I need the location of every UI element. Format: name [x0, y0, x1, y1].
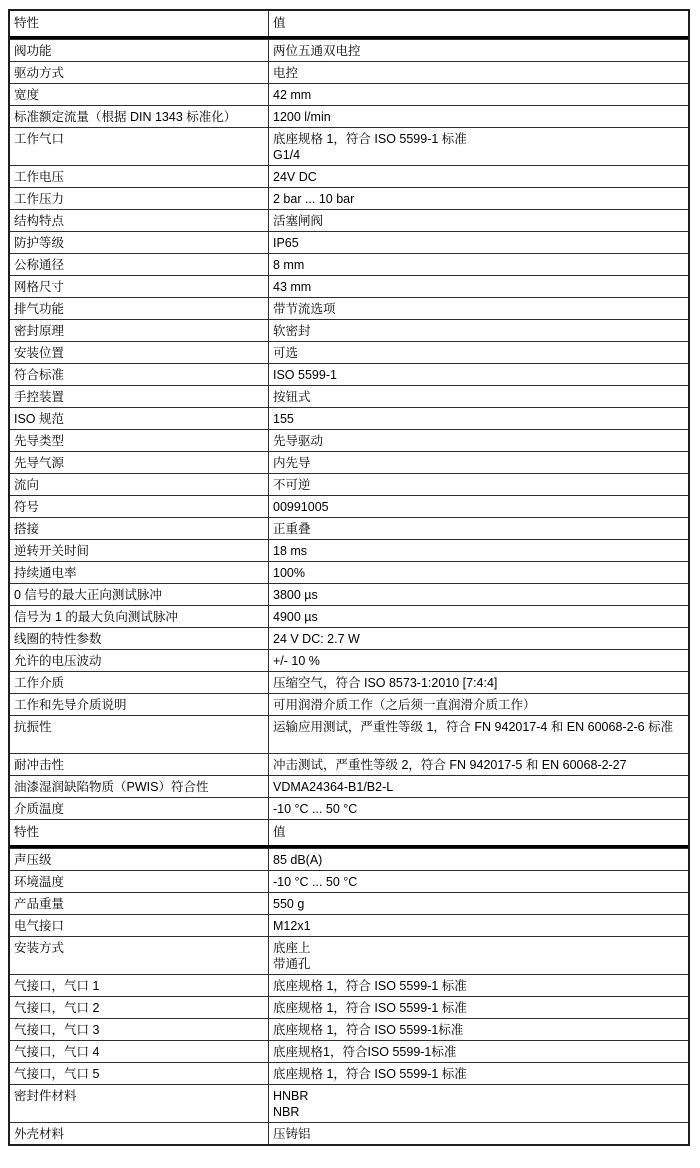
spec-value-cell: [268, 694, 688, 715]
spec-value-line: 软密封: [273, 324, 311, 338]
spec-label-cell: [10, 937, 268, 974]
table-row: [10, 1040, 688, 1062]
spec-value-line: 43 mm: [273, 280, 312, 294]
spec-label: 公称通径: [14, 258, 65, 272]
spec-label-cell: [10, 210, 268, 231]
spec-label: 持续通电率: [14, 566, 77, 580]
spec-value-cell: [268, 776, 688, 797]
spec-value-cell: [268, 893, 688, 914]
spec-value-cell: [268, 188, 688, 209]
spec-label-cell: [10, 166, 268, 187]
table-row: [10, 715, 688, 753]
spec-value-line: 底座规格 1，符合 ISO 5599-1 标准: [273, 979, 467, 993]
table-row: [10, 341, 688, 363]
spec-label-cell: [10, 276, 268, 297]
spec-label-cell: [10, 716, 268, 753]
table-row: [10, 231, 688, 253]
spec-label: 气接口，气口 1: [14, 979, 100, 993]
spec-label: 符合标准: [14, 368, 65, 382]
spec-label: 声压级: [14, 853, 52, 867]
header-value-label: 值: [273, 16, 286, 30]
table-row: [10, 429, 688, 451]
spec-value-line: 底座规格 1，符合 ISO 5599-1标准: [273, 1023, 464, 1037]
table-row: [10, 996, 688, 1018]
spec-value-line: IP65: [273, 236, 299, 250]
spec-value-line: 先导驱动: [273, 434, 324, 448]
spec-label: 安装方式: [14, 941, 65, 955]
spec-label: 工作气口: [14, 132, 65, 146]
spec-value-line: 100%: [273, 566, 305, 580]
spec-value-line: VDMA24364-B1/B2-L: [273, 780, 394, 794]
spec-label-cell: [10, 62, 268, 83]
spec-label: 气接口，气口 3: [14, 1023, 100, 1037]
spec-value-cell: [268, 716, 688, 753]
spec-value-cell: [268, 628, 688, 649]
table-row: [10, 693, 688, 715]
table-row: [10, 797, 688, 819]
spec-value-line: 底座规格 1，符合 ISO 5599-1 标准: [273, 1067, 467, 1081]
spec-label: 宽度: [14, 88, 40, 102]
table-row: [10, 649, 688, 671]
spec-label-cell: [10, 430, 268, 451]
spec-label-cell: [10, 496, 268, 517]
spec-value-line: -10 °C ... 50 °C: [273, 802, 358, 816]
spec-label-cell: [10, 254, 268, 275]
spec-value-line: HNBR: [273, 1089, 309, 1103]
spec-value-line: 内先导: [273, 456, 311, 470]
spec-value-line: 两位五通双电控: [273, 44, 361, 58]
spec-value-cell: [268, 1123, 688, 1144]
spec-label-cell: [10, 128, 268, 165]
header-value-label: 值: [273, 825, 286, 839]
spec-value-cell: [268, 474, 688, 495]
header-cell-value: [268, 820, 688, 845]
spec-value-cell: [268, 128, 688, 165]
spec-value-line: 运输应用测试，严重性等级 1，符合 FN 942017-4 和 EN 60068-2-6 标准: [273, 720, 674, 734]
table-row: [10, 1018, 688, 1040]
spec-label-cell: [10, 1085, 268, 1122]
spec-label-cell: [10, 1123, 268, 1144]
spec-label: 线圈的特性参数: [14, 632, 102, 646]
spec-value-line: 24V DC: [273, 170, 317, 184]
table-row: [10, 561, 688, 583]
spec-value-cell: [268, 210, 688, 231]
spec-label: 标准额定流量（根据 DIN 1343 标准化）: [14, 110, 237, 124]
spec-value-line: M12x1: [273, 919, 311, 933]
spec-value-line: 正重叠: [273, 522, 311, 536]
table-row: [10, 473, 688, 495]
spec-value-cell: [268, 562, 688, 583]
spec-value-line: 4900 µs: [273, 610, 318, 624]
header-cell-characteristic: [10, 11, 268, 36]
spec-label-cell: [10, 518, 268, 539]
spec-value-line: 底座规格 1，符合 ISO 5599-1 标准: [273, 132, 467, 146]
spec-value-cell: [268, 798, 688, 819]
table-row: [10, 583, 688, 605]
spec-label-cell: [10, 40, 268, 61]
spec-value-cell: [268, 40, 688, 61]
spec-value-line: 电控: [273, 66, 299, 80]
table-row: [10, 39, 688, 61]
spec-label: 允许的电压波动: [14, 654, 102, 668]
spec-value-line: 带节流选项: [273, 302, 336, 316]
spec-label: 气接口，气口 2: [14, 1001, 100, 1015]
spec-label-cell: [10, 320, 268, 341]
table-row: [10, 1084, 688, 1122]
table-row: [10, 1122, 688, 1144]
spec-label-cell: [10, 584, 268, 605]
table-row: [10, 363, 688, 385]
table-row: [10, 187, 688, 209]
spec-value-cell: [268, 1019, 688, 1040]
spec-label: 油漆湿润缺陷物质（PWIS）符合性: [14, 780, 209, 794]
spec-label-cell: [10, 386, 268, 407]
spec-label-cell: [10, 776, 268, 797]
table-row: [10, 974, 688, 996]
spec-value-line: 155: [273, 412, 294, 426]
spec-label-cell: [10, 408, 268, 429]
spec-value-cell: [268, 1041, 688, 1062]
table-row: [10, 914, 688, 936]
spec-value-cell: [268, 254, 688, 275]
spec-value-line: 8 mm: [273, 258, 305, 272]
table-row: [10, 627, 688, 649]
table-row: [10, 83, 688, 105]
spec-value-line: NBR: [273, 1105, 300, 1119]
spec-value-line: 压铸铝: [273, 1127, 311, 1141]
spec-value-line: 3800 µs: [273, 588, 318, 602]
spec-label-cell: [10, 694, 268, 715]
spec-label: 结构特点: [14, 214, 65, 228]
spec-value-cell: [268, 540, 688, 561]
table-row: [10, 253, 688, 275]
table-row: [10, 451, 688, 473]
spec-value-cell: [268, 997, 688, 1018]
spec-label-cell: [10, 650, 268, 671]
spec-label: 介质温度: [14, 802, 65, 816]
spec-label: 流向: [14, 478, 40, 492]
table-row: [10, 209, 688, 231]
spec-label: 电气接口: [14, 919, 65, 933]
table-row: [10, 517, 688, 539]
spec-label-cell: [10, 474, 268, 495]
spec-value-line: 压缩空气，符合 ISO 8573-1:2010 [7:4:4]: [273, 676, 498, 690]
spec-value-cell: [268, 650, 688, 671]
table-row: [10, 775, 688, 797]
spec-label: 外壳材料: [14, 1127, 65, 1141]
table-header-row: [10, 819, 688, 848]
spec-label: 防护等级: [14, 236, 65, 250]
spec-label: ISO 规范: [14, 412, 65, 426]
table-row: [10, 605, 688, 627]
spec-label: 气接口，气口 5: [14, 1067, 100, 1081]
spec-value-cell: [268, 871, 688, 892]
spec-label: 密封件材料: [14, 1089, 77, 1103]
spec-label: 阀功能: [14, 44, 52, 58]
spec-value-line: G1/4: [273, 148, 301, 162]
spec-table: [8, 9, 690, 1146]
spec-value-cell: [268, 496, 688, 517]
spec-label: 气接口，气口 4: [14, 1045, 100, 1059]
table-row: [10, 870, 688, 892]
table-row: [10, 892, 688, 914]
table-row: [10, 671, 688, 693]
spec-label: 环境温度: [14, 875, 65, 889]
spec-label-cell: [10, 1019, 268, 1040]
spec-label-cell: [10, 1041, 268, 1062]
spec-label-cell: [10, 628, 268, 649]
spec-value-cell: [268, 518, 688, 539]
table-header-row: [10, 11, 688, 39]
spec-label: 网格尺寸: [14, 280, 65, 294]
spec-value-line: 不可逆: [273, 478, 311, 492]
spec-label: 密封原理: [14, 324, 65, 338]
spec-label: 逆转开关时间: [14, 544, 90, 558]
spec-label: 工作电压: [14, 170, 65, 184]
spec-value-cell: [268, 584, 688, 605]
header-cell-characteristic: [10, 820, 268, 845]
spec-value-line: 24 V DC: 2.7 W: [273, 632, 360, 646]
spec-label: 手控装置: [14, 390, 65, 404]
header-characteristic-label: 特性: [14, 16, 40, 30]
spec-label-cell: [10, 871, 268, 892]
spec-value-line: 550 g: [273, 897, 305, 911]
spec-value-line: 冲击测试，严重性等级 2，符合 FN 942017-5 和 EN 60068-2-27: [273, 758, 627, 772]
spec-label-cell: [10, 188, 268, 209]
table-row: [10, 165, 688, 187]
spec-label-cell: [10, 298, 268, 319]
spec-label-cell: [10, 106, 268, 127]
spec-value-cell: [268, 452, 688, 473]
table-row: [10, 61, 688, 83]
spec-value-cell: [268, 915, 688, 936]
spec-value-cell: [268, 386, 688, 407]
spec-value-line: 可选: [273, 346, 299, 360]
spec-label-cell: [10, 997, 268, 1018]
spec-value-line: 底座上: [273, 941, 311, 955]
table-row: [10, 539, 688, 561]
table-row: [10, 936, 688, 974]
spec-value-cell: [268, 408, 688, 429]
table-row: [10, 127, 688, 165]
spec-label-cell: [10, 452, 268, 473]
table-row: [10, 753, 688, 775]
spec-label-cell: [10, 562, 268, 583]
spec-label-cell: [10, 540, 268, 561]
spec-label: 驱动方式: [14, 66, 65, 80]
spec-label: 搭接: [14, 522, 40, 536]
spec-label-cell: [10, 915, 268, 936]
spec-label-cell: [10, 1063, 268, 1084]
spec-value-line: +/- 10 %: [273, 654, 320, 668]
spec-label: 工作介质: [14, 676, 65, 690]
spec-label-cell: [10, 975, 268, 996]
header-cell-value: [268, 11, 688, 36]
spec-value-line: 可用润滑介质工作（之后须一直润滑介质工作）: [273, 698, 536, 712]
spec-value-line: ISO 5599-1: [273, 368, 337, 382]
spec-label-cell: [10, 672, 268, 693]
header-characteristic-label: 特性: [14, 825, 40, 839]
spec-value-cell: [268, 1063, 688, 1084]
spec-value-cell: [268, 754, 688, 775]
spec-value-cell: [268, 62, 688, 83]
spec-label: 先导类型: [14, 434, 65, 448]
spec-value-line: 带通孔: [273, 957, 311, 971]
table-row: [10, 275, 688, 297]
spec-value-cell: [268, 975, 688, 996]
spec-value-line: 00991005: [273, 500, 329, 514]
table-row: [10, 385, 688, 407]
spec-label: 排气功能: [14, 302, 65, 316]
table-row: [10, 407, 688, 429]
spec-value-line: -10 °C ... 50 °C: [273, 875, 358, 889]
spec-label-cell: [10, 364, 268, 385]
spec-label: 安装位置: [14, 346, 65, 360]
spec-value-cell: [268, 166, 688, 187]
spec-value-line: 18 ms: [273, 544, 308, 558]
spec-label: 0 信号的最大正向测试脉冲: [14, 588, 162, 602]
spec-value-line: 按钮式: [273, 390, 311, 404]
table-row: [10, 848, 688, 870]
spec-value-cell: [268, 430, 688, 451]
spec-value-line: 底座规格 1，符合 ISO 5599-1 标准: [273, 1001, 467, 1015]
spec-value-line: 2 bar ... 10 bar: [273, 192, 355, 206]
spec-label: 抗振性: [14, 720, 52, 734]
spec-value-cell: [268, 298, 688, 319]
table-row: [10, 319, 688, 341]
spec-value-cell: [268, 849, 688, 870]
spec-label-cell: [10, 606, 268, 627]
spec-value-cell: [268, 106, 688, 127]
spec-label: 耐冲击性: [14, 758, 65, 772]
spec-value-cell: [268, 320, 688, 341]
spec-value-cell: [268, 672, 688, 693]
spec-value-cell: [268, 232, 688, 253]
spec-value-line: 42 mm: [273, 88, 312, 102]
spec-label-cell: [10, 232, 268, 253]
spec-value-cell: [268, 276, 688, 297]
spec-label: 先导气源: [14, 456, 65, 470]
table-row: [10, 105, 688, 127]
spec-value-cell: [268, 937, 688, 974]
spec-label-cell: [10, 798, 268, 819]
spec-label-cell: [10, 84, 268, 105]
spec-label-cell: [10, 893, 268, 914]
spec-value-line: 底座规格1，符合ISO 5599-1标准: [273, 1045, 457, 1059]
table-row: [10, 1062, 688, 1084]
spec-value-cell: [268, 606, 688, 627]
spec-value-cell: [268, 84, 688, 105]
table-row: [10, 297, 688, 319]
spec-value-cell: [268, 1085, 688, 1122]
spec-value-line: 1200 l/min: [273, 110, 331, 124]
spec-value-line: [273, 735, 682, 751]
spec-label: 工作压力: [14, 192, 65, 206]
spec-label: 产品重量: [14, 897, 65, 911]
spec-label-cell: [10, 342, 268, 363]
spec-value-line: 活塞闸阀: [273, 214, 324, 228]
table-row: [10, 495, 688, 517]
spec-label-cell: [10, 754, 268, 775]
spec-label-cell: [10, 849, 268, 870]
spec-label: 信号为 1 的最大负向测试脉冲: [14, 610, 178, 624]
spec-value-line: 85 dB(A): [273, 853, 323, 867]
spec-label: 工作和先导介质说明: [14, 698, 127, 712]
spec-label: 符号: [14, 500, 40, 514]
spec-value-cell: [268, 364, 688, 385]
spec-value-cell: [268, 342, 688, 363]
